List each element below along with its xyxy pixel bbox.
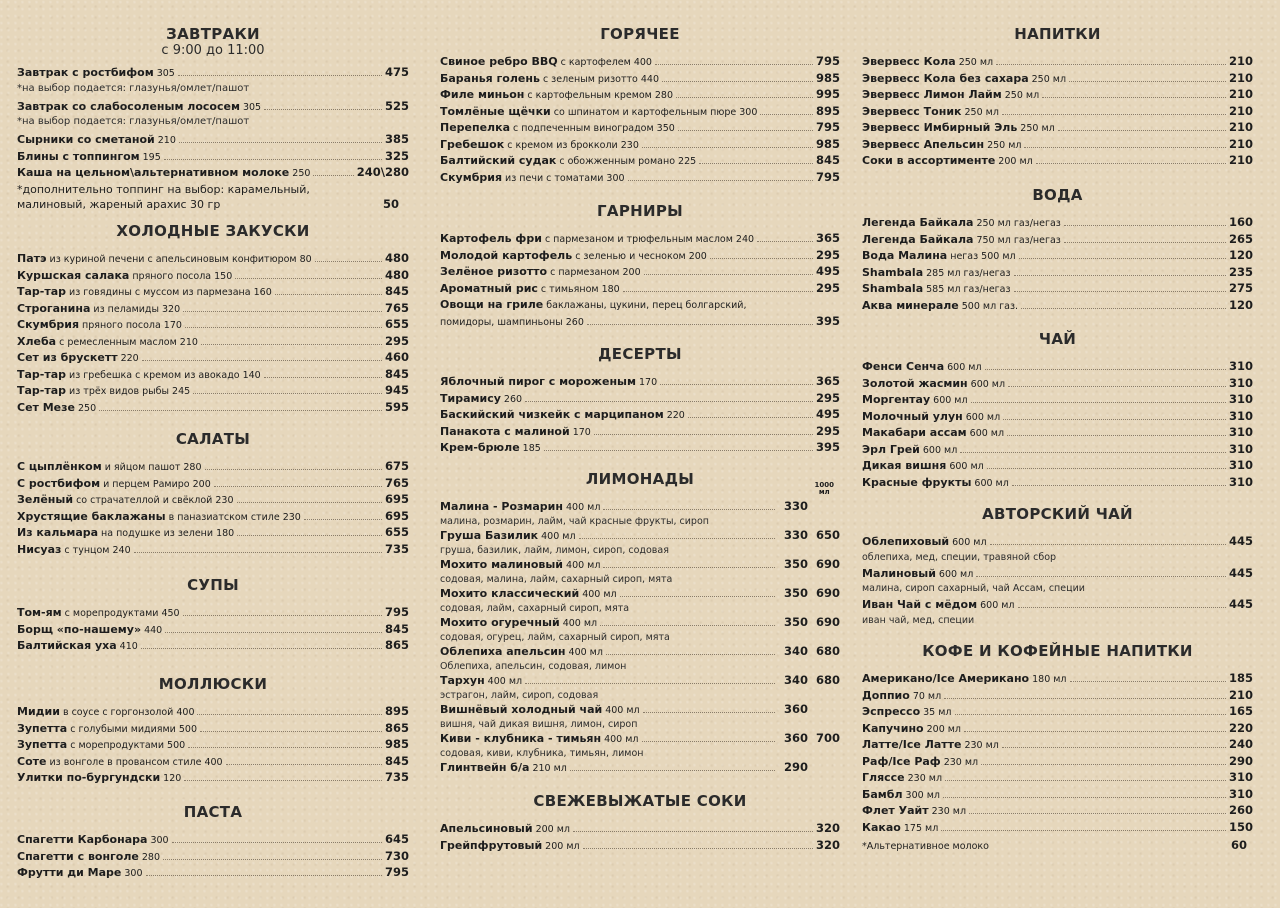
menu-item: Спагетти Карбонара 300 645 [17,832,409,846]
section-title: ЛИМОНАДЫ [585,470,695,488]
topping-note-line1: *дополнительно топпинг на выбор: карамельный, [17,182,310,196]
section-title: САЛАТЫ [175,430,251,448]
menu-item: Shambala 585 мл газ/негаз 275 [862,281,1253,295]
menu-item: Спагетти с вонголе 280 730 [17,848,409,863]
menu-item: Свиное ребро BBQ с картофелем 400 795 [440,54,840,68]
menu-item: Американо/Ice Американо 180 мл 185 [862,671,1253,685]
alt-milk-note: *Альтернативное молоко 60 [862,838,1247,852]
desserts-section [440,345,840,457]
item-ingredients: Облепиха, апельсин, содовая, лимон [440,661,627,672]
item-ingredients: содовая, огурец, лайм, сахарный сироп, мята [440,632,670,643]
menu-item: Каша на цельном\альтернативном молоке 250 240\280 [17,165,409,179]
menu-item: Аква минерале 500 мл газ. 120 [862,297,1253,312]
menu-item: Гляссе 230 мл 310 [862,770,1253,784]
menu-item: Соте из вонголе в провансом стиле 400 845 [17,753,409,768]
menu-item: Вода Малина негаз 500 мл 120 [862,248,1253,262]
menu-item: Эвервесс Кола без сахара 250 мл 210 [862,70,1253,85]
lemonades-section [440,470,840,776]
section-title: СВЕЖЕВЫЖАТЫЕ СОКИ [533,792,747,810]
item-note: *на выбор подается: глазунья/омлет/пашот [17,116,250,127]
menu-item: Скумбрия из печи с томатами 300 795 [440,169,840,184]
menu-item: Эспрессо 35 мл 165 [862,704,1253,718]
price-400ml: 330 [783,499,808,513]
item-ingredients: облепиха, мед, специи, травяной сбор [862,551,1057,563]
menu-item: Балтийская уха 410 865 [17,638,409,652]
menu-item: Раф/Ice Раф 230 мл 290 [862,753,1253,768]
price-400ml: 350 [783,586,808,600]
section-title: ВОДА [1032,186,1083,204]
menu-item: Зелёное ризотто с пармезаном 200 495 [440,264,840,278]
menu-item: Тар-тар из трёх видов рыбы 245 945 [17,383,409,397]
menu-item: С ростбифом и перцем Рамиро 200 765 [17,475,409,490]
section-title: ХОЛОДНЫЕ ЗАКУСКИ [116,222,310,240]
menu-item: Эвервесс Лимон Лайм 250 мл 210 [862,87,1253,101]
lemonade-item: Тархун 400 мл 340 680 эстрагон, лайм, сироп, содовая [440,673,840,701]
mollusks-section [17,675,409,787]
menu-item: Золотой жасмин 600 мл 310 [862,375,1253,390]
lemonade-item: Вишнёвый холодный чай 400 мл 360 вишня, чай дикая вишня, лимон, сироп [440,702,840,731]
price-400ml: 340 [783,644,808,658]
menu-item: С цыплёнком и яйцом пашот 280 675 [17,459,409,473]
menu-item: Фенси Сенча 600 мл 310 [862,359,1253,373]
menu-item: Зупетта с голубыми мидиями 500 865 [17,720,409,735]
item-ingredients: содовая, малина, лайм, сахарный сироп, мята [440,574,673,585]
lemonade-item: Мохито малиновый 400 мл 350 690 содовая, малина, лайм, сахарный сироп, мята [440,557,840,585]
hot-section [440,25,840,186]
menu-item: Легенда Байкала 250 мл газ/негаз 160 [862,215,1253,229]
price-1000ml: 690 [815,615,840,629]
tea-section [862,330,1253,491]
menu-item: Ароматный рис с тимьяном 180 295 [440,280,840,295]
menu-item: Хрустящие баклажаны в паназиатском стиле 230 695 [17,508,409,523]
price-400ml: 330 [783,528,808,542]
menu-item: Молочный улун 600 мл 310 [862,408,1253,423]
menu-item: Улитки по-бургундски 120 735 [17,770,409,784]
menu-item: Соки в ассортименте 200 мл 210 [862,153,1253,167]
item-ingredients: вишня, чай дикая вишня, лимон, сироп [440,719,638,730]
lemonade-item: Мохито классический 400 мл 350 690 содовая, лайм, сахарный сироп, мята [440,586,840,614]
menu-item: Облепиховый 600 мл 445 [862,534,1253,548]
menu-item: Из кальмара на подушке из зелени 180 655 [17,525,409,539]
menu-item: Моргентау 600 мл 310 [862,392,1253,406]
item-ingredients: эстрагон, лайм, сироп, содовая [440,690,599,701]
menu-item: Дикая вишня 600 мл 310 [862,458,1253,472]
menu-item: Яблочный пирог с мороженым 170 365 [440,374,840,388]
menu-item: Завтрак с ростбифом 305 475 [17,65,409,79]
menu-item: Мидии в соусе с горгонзолой 400 895 [17,704,409,718]
cold-appetizers-section [17,222,409,416]
section-title: ГАРНИРЫ [597,202,683,220]
lemonade-item: Груша Базилик 400 мл 330 650 груша, базилик, лайм, лимон, сироп, содовая [440,528,840,556]
menu-item: Тар-тар из гребешка с кремом из авокадо 140 845 [17,366,409,381]
price-1000ml: 650 [815,528,840,542]
price-400ml: 290 [783,760,808,774]
salads-section [17,430,409,558]
section-title: ЧАЙ [1038,330,1077,348]
price-1000ml: 680 [815,644,840,658]
menu-item: Балтийский судак с обожженным романо 225 845 [440,153,840,167]
menu-item: Сет Мезе 250 595 [17,399,409,414]
menu-item: Скумбрия пряного посола 170 655 [17,317,409,331]
menu-item: Филе миньон с картофельным кремом 280 995 [440,87,840,101]
menu-item: Панакота с малиной 170 295 [440,423,840,438]
lemonade-item: Глинтвейн б/а 210 мл 290 [440,760,808,774]
menu-item: Красные фрукты 600 мл 310 [862,474,1253,489]
menu-item: Флет Уайт 230 мл 260 [862,803,1253,817]
menu-item: Овощи на гриле баклажаны, цукини, перец болгарский, [440,298,747,311]
menu-item: Блины с топпингом 195 325 [17,148,409,163]
menu-item: Латте/Ice Латте 230 мл 240 [862,737,1253,751]
menu-item: Тирамису 260 295 [440,390,840,405]
section-title: ЗАВТРАКИ [166,25,260,43]
section-title: АВТОРСКИЙ ЧАЙ [982,505,1133,523]
lemonade-item: Мохито огуречный 400 мл 350 690 содовая, огурец, лайм, сахарный сироп, мята [440,615,840,643]
menu-item: Том-ям с морепродуктами 450 795 [17,605,409,619]
soups-section [17,576,409,655]
menu-item: Эрл Грей 600 мл 310 [862,441,1253,456]
menu-item: Гребешок с кремом из брокколи 230 985 [440,136,840,151]
menu-item: Нисуаз с тунцом 240 735 [17,541,409,556]
section-title: КОФЕ И КОФЕЙНЫЕ НАПИТКИ [922,642,1193,660]
item-ingredients: малина, розмарин, лайм, чай красные фрукты, сироп [440,516,709,527]
menu-item: Апельсиновый 200 мл 320 [440,821,840,835]
menu-item: Борщ «по-нашему» 440 845 [17,621,409,636]
menu-item: Картофель фри с пармезаном и трюфельным маслом 240 365 [440,231,840,245]
section-title: МОЛЛЮСКИ [158,675,268,693]
price-400ml: 360 [783,731,808,745]
price-1000ml: 690 [815,557,840,571]
breakfast-section [17,25,409,213]
menu-item: Малиновый 600 мл 445 [862,565,1253,580]
section-title: НАПИТКИ [1014,25,1101,43]
menu-item: Завтрак со слабосоленым лососем 305 525 [17,98,409,113]
menu-item: Эвервесс Имбирный Эль 250 мл 210 [862,120,1253,134]
menu-item: Эвервесс Кола 250 мл 210 [862,54,1253,68]
lemonade-item: Облепиха апельсин 400 мл 340 680 Облепиха, апельсин, содовая, лимон [440,644,840,672]
menu-item: Грейпфрутовый 200 мл 320 [440,837,840,852]
menu-item: Бамбл 300 мл 310 [862,786,1253,801]
juices-section [440,792,840,854]
price-1000ml: 690 [815,586,840,600]
water-section [862,186,1253,314]
lemonade-item: Киви - клубника - тимьян 400 мл 360 700 содовая, киви, клубника, тимьян, лимон [440,731,840,759]
section-title: ПАСТА [183,803,243,821]
menu-item: Доппио 70 мл 210 [862,687,1253,702]
menu-item: Зупетта с морепродуктами 500 985 [17,737,409,751]
price-1000ml: 680 [815,673,840,687]
item-ingredients: малина, сироп сахарный, чай Ассам, специи [862,583,1085,594]
garnish-section [440,202,840,330]
menu-item: Хлеба с ремесленным маслом 210 295 [17,333,409,348]
section-title: ДЕСЕРТЫ [598,345,682,363]
pasta-section [17,803,409,882]
menu-item: Фрутти ди Маре 300 795 [17,865,409,879]
price-1000ml: 700 [815,731,840,745]
section-title: ГОРЯЧЕЕ [600,25,680,43]
menu-item: Строганина из пеламиды 320 765 [17,300,409,315]
item-ingredients: содовая, лайм, сахарный сироп, мята [440,603,630,614]
menu-item: Зелёный со страчателлой и свёклой 230 695 [17,492,409,506]
menu-item: Макабари ассам 600 мл 310 [862,425,1253,439]
menu-item: Тар-тар из говядины с муссом из пармезана 160 845 [17,284,409,298]
menu-item: Патэ из куриной печени с апельсиновым конфитюром 80 480 [17,251,409,265]
price-400ml: 350 [783,557,808,571]
menu-item: Иван Чай с мёдом 600 мл 445 [862,597,1253,611]
size-header: 1000 мл [814,481,834,496]
item-note: *на выбор подается: глазунья/омлет/пашот [17,82,250,94]
menu-item: Баскийский чизкейк с марципаном 220 495 [440,407,840,421]
menu-item: Shambala 285 мл газ/негаз 235 [862,264,1253,279]
item-ingredients: содовая, киви, клубника, тимьян, лимон [440,748,644,759]
menu-item: Эвервесс Тоник 250 мл 210 [862,103,1253,118]
price-400ml: 350 [783,615,808,629]
lemonade-item: Малина - Розмарин 400 мл 330 малина, розмарин, лайм, чай красные фрукты, сироп [440,499,840,528]
menu-item: Крем-брюле 185 395 [440,440,840,454]
menu-item: Молодой картофель с зеленью и чесноком 200 295 [440,247,840,262]
menu-item: Легенда Байкала 750 мл газ/негаз 265 [862,231,1253,246]
menu-item: Эвервесс Апельсин 250 мл 210 [862,136,1253,151]
section-subtitle: с 9:00 до 11:00 [161,43,265,58]
drinks-section [862,25,1253,170]
menu-item: Томлёные щёчки со шпинатом и картофельным пюре 300 895 [440,103,840,118]
price-400ml: 360 [783,702,808,716]
menu-item: Сырники со сметаной 210 385 [17,132,409,146]
coffee-section [862,642,1253,855]
item-ingredients: иван чай, мед, специи [862,614,975,626]
menu-item: Капучино 200 мл 220 [862,720,1253,735]
menu-item: Какао 175 мл 150 [862,819,1253,834]
section-title: СУПЫ [187,576,239,594]
menu-item-continuation: помидоры, шампиньоны 260 395 [440,313,840,328]
price-400ml: 340 [783,673,808,687]
item-ingredients: груша, базилик, лайм, лимон, сироп, содовая [440,545,669,556]
menu-item: Сет из брускетт 220 460 [17,350,409,364]
menu-item: Куршская салака пряного посола 150 480 [17,267,409,282]
topping-note-line2: малиновый, жареный арахис 30 гр 50 [17,197,400,211]
menu-item: Баранья голень с зеленым ризотто 440 985 [440,70,840,85]
author-tea-section [862,505,1253,629]
menu-item: Перепелка с подпеченным виноградом 350 795 [440,120,840,134]
